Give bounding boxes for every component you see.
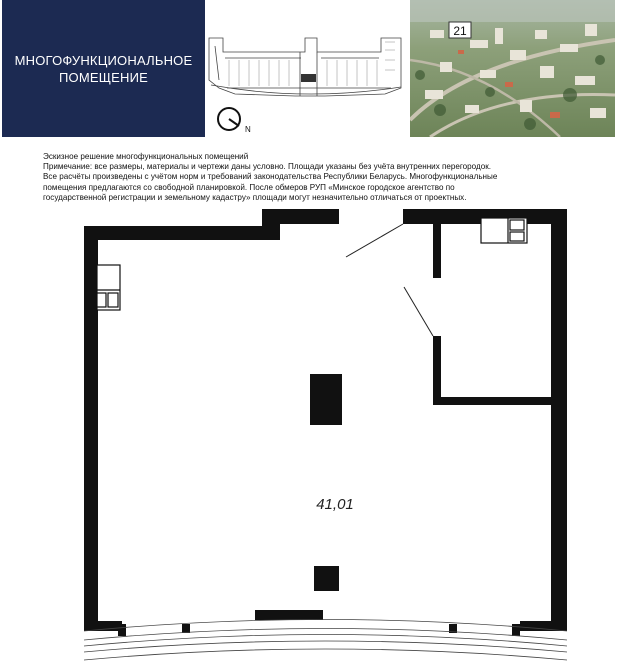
description-line-2: Примечание: все размеры, материалы и чертежи даны условно. Площади указаны без учёта внутренних перегородок. [43, 162, 491, 172]
plan-walls [84, 209, 567, 636]
title-line-2: ПОМЕЩЕНИЕ [58, 69, 149, 85]
description-line-5: государственной регистрации и земельному кадастру» площади могут незначительно отличаться от проектных. [43, 192, 467, 202]
title-block [2, 0, 205, 137]
description-line-3: Все расчёты произведены с учётом норм и требований законодательства Республики Беларусь. Многофункциональные [43, 172, 498, 182]
compass-label: N [245, 125, 251, 134]
title-line-1: МНОГОФУНКЦИОНАЛЬНОЕ [14, 52, 193, 68]
floor-plan [0, 205, 617, 661]
key-plan-drawing [205, 30, 410, 105]
door-swings [346, 224, 433, 336]
window-curve [84, 620, 567, 661]
building-number: 21 [453, 24, 467, 38]
room-area-label: 41,01 [316, 496, 354, 513]
description-text [43, 152, 603, 203]
aerial-view-image [410, 0, 615, 137]
compass-north-icon [215, 104, 255, 136]
description-line-1: Эскизное решение многофункциональных помещений [43, 152, 249, 161]
plumbing-fixtures-right [481, 218, 527, 243]
description-line-4: помещения предлагаются со свободной планировкой. После обмеров РУП «Минское городское агентство по [43, 182, 455, 192]
plumbing-fixtures-left [97, 265, 120, 310]
